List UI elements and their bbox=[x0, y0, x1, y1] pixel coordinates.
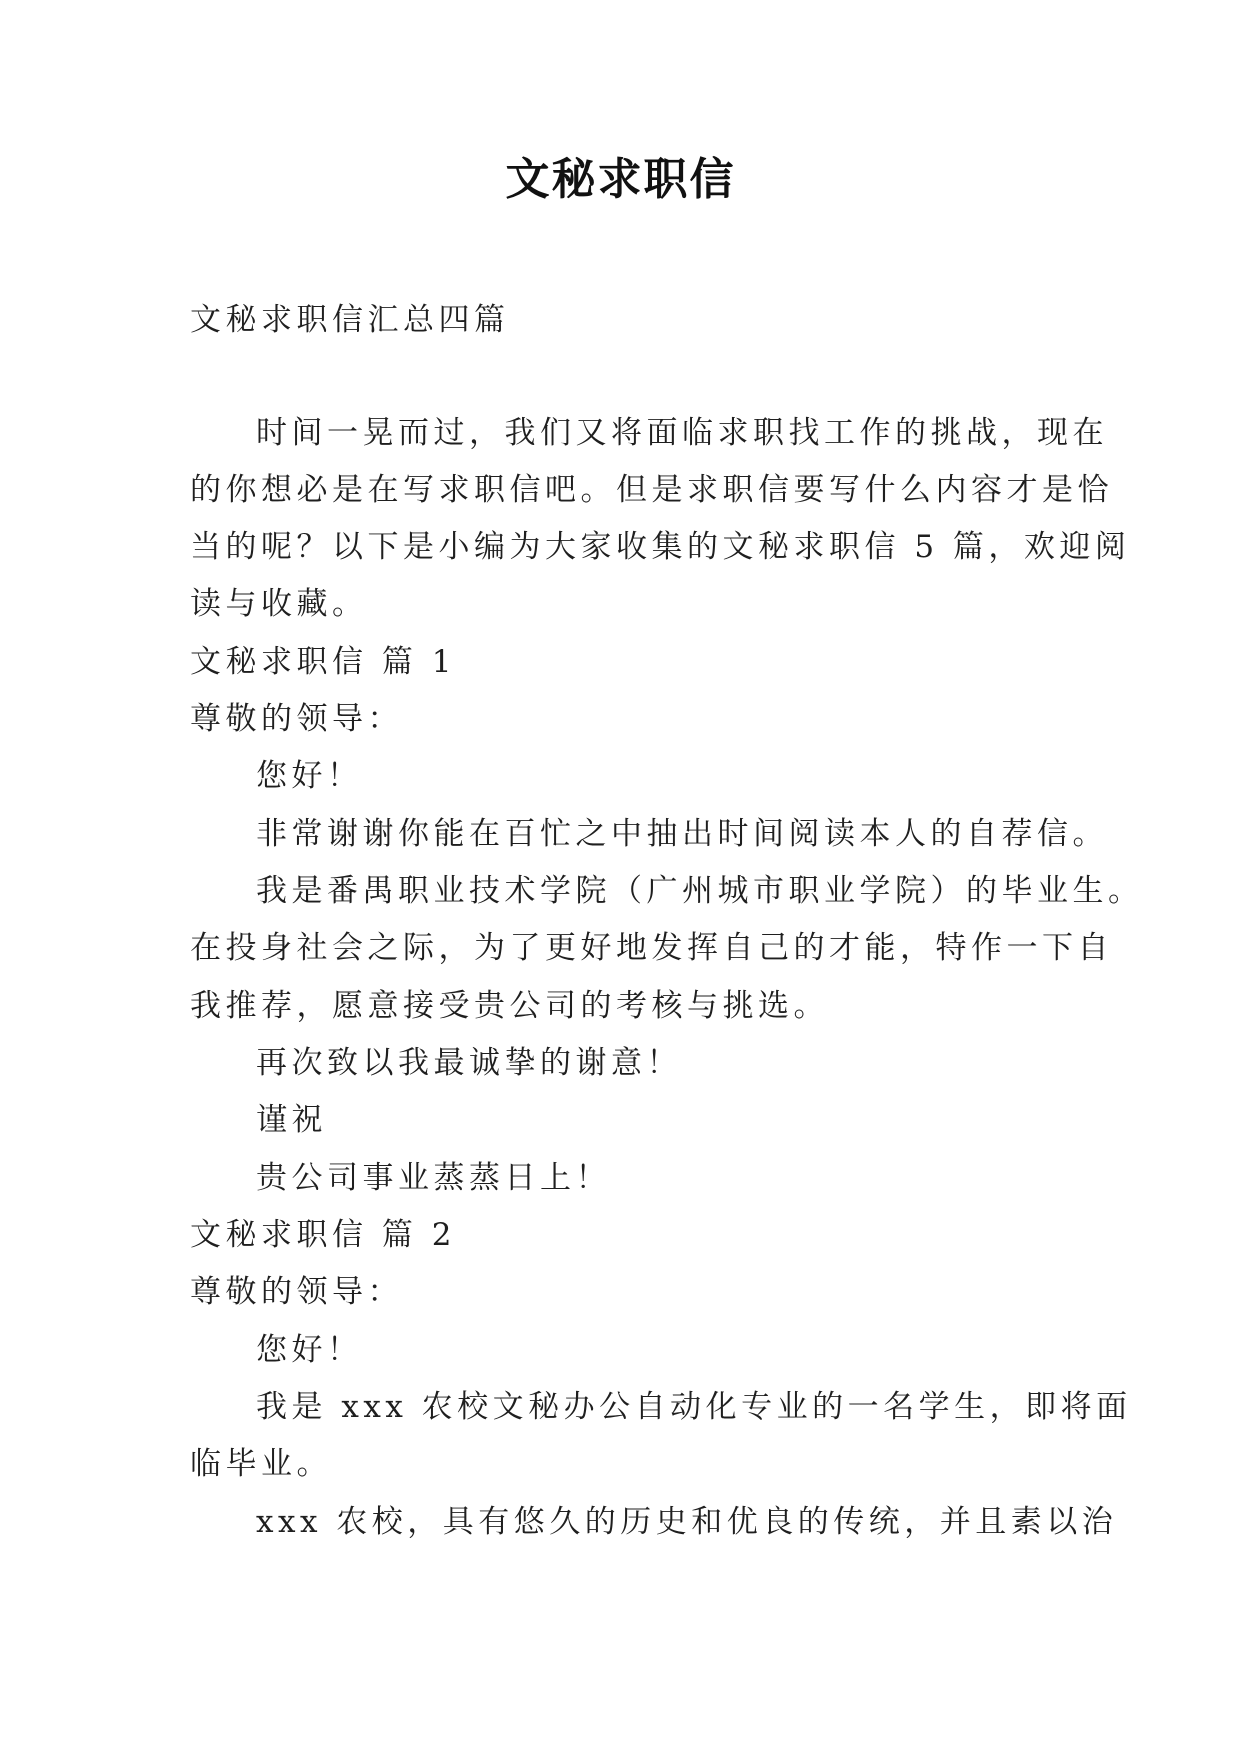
letter1-wish: 贵公司事业蒸蒸日上！ bbox=[256, 1160, 611, 1196]
letter1-salutation: 尊敬的领导： bbox=[190, 701, 403, 737]
letter1-paragraph-2-line-1: 我是番禺职业技术学院（广州城市职业学院）的毕业生。 bbox=[256, 873, 1144, 909]
letter1-paragraph-1: 非常谢谢你能在百忙之中抽出时间阅读本人的自荐信。 bbox=[256, 816, 1108, 852]
letter1-thanks: 再次致以我最诚挚的谢意！ bbox=[256, 1045, 682, 1081]
letter1-greeting: 您好！ bbox=[256, 758, 363, 794]
letter2-paragraph-1-line-1: 我是 xxx 农校文秘办公自动化专业的一名学生，即将面 bbox=[256, 1389, 1132, 1425]
letter2-greeting: 您好！ bbox=[256, 1332, 363, 1368]
letter1-closing: 谨祝 bbox=[256, 1102, 327, 1138]
document-title: 文秘求职信 bbox=[505, 154, 736, 205]
letter1-paragraph-2-line-2: 在投身社会之际，为了更好地发挥自己的才能，特作一下自 bbox=[190, 930, 1113, 966]
letter2-paragraph-1-line-2: 临毕业。 bbox=[190, 1446, 332, 1482]
intro-line-1: 时间一晃而过，我们又将面临求职找工作的挑战，现在 bbox=[256, 415, 1108, 451]
letter2-heading: 文秘求职信 篇 2 bbox=[190, 1217, 456, 1253]
intro-line-4: 读与收藏。 bbox=[190, 586, 368, 622]
intro-line-2: 的你想必是在写求职信吧。但是求职信要写什么内容才是恰 bbox=[190, 472, 1113, 508]
letter2-paragraph-2: xxx 农校，具有悠久的历史和优良的传统，并且素以治 bbox=[256, 1504, 1118, 1540]
letter1-heading: 文秘求职信 篇 1 bbox=[190, 644, 456, 680]
letter1-paragraph-2-line-3: 我推荐，愿意接受贵公司的考核与挑选。 bbox=[190, 988, 829, 1024]
intro-line-3: 当的呢？以下是小编为大家收集的文秘求职信 5 篇，欢迎阅 bbox=[190, 529, 1131, 565]
document-subtitle: 文秘求职信汇总四篇 bbox=[190, 302, 510, 338]
letter2-salutation: 尊敬的领导： bbox=[190, 1274, 403, 1310]
